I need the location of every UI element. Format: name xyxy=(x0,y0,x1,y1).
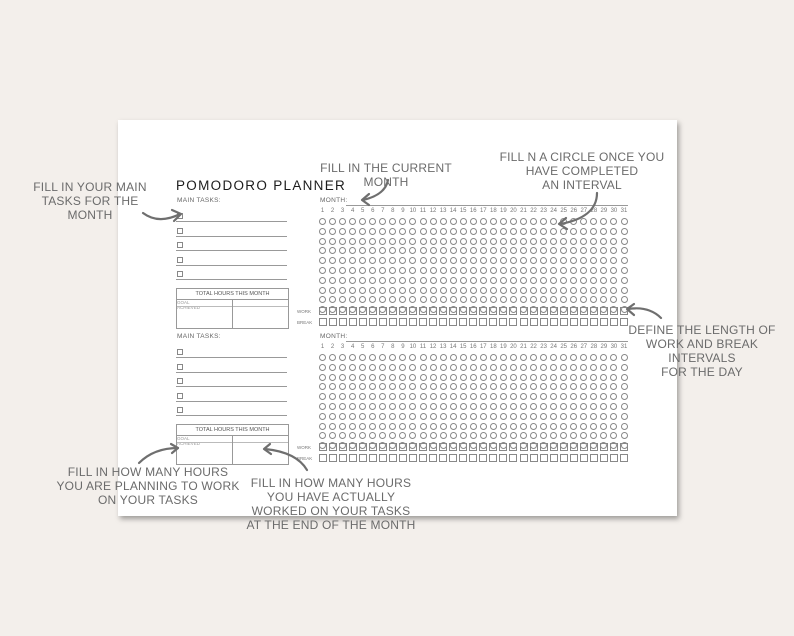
annotation-circle: FILL N A CIRCLE ONCE YOU HAVE COMPLETED AN INTERVAL xyxy=(499,150,665,192)
day-number: 20 xyxy=(510,344,517,350)
day-number: 3 xyxy=(340,344,345,350)
day-number: 4 xyxy=(350,208,355,214)
day-number: 15 xyxy=(459,344,467,350)
day-number: 8 xyxy=(391,208,395,214)
day-number: 1 xyxy=(320,344,325,350)
day-number: 25 xyxy=(560,344,568,350)
day-number: 31 xyxy=(620,208,628,214)
day-number: 7 xyxy=(381,208,385,214)
break-label: BREAK xyxy=(297,320,313,325)
achieved-label: ACHIEVED xyxy=(177,441,201,446)
day-number: 21 xyxy=(520,344,527,350)
total-hours-title: TOTAL HOURS THIS MONTH xyxy=(177,289,288,300)
day-number: 14 xyxy=(449,208,457,214)
day-number: 11 xyxy=(419,208,427,214)
day-number: 2 xyxy=(330,208,335,214)
annotation-current-month: FILL IN THE CURRENT MONTH xyxy=(320,161,452,189)
day-number: 22 xyxy=(530,208,537,214)
work-label: WORK xyxy=(297,445,311,450)
day-number: 31 xyxy=(620,344,628,350)
day-number: 19 xyxy=(500,208,507,214)
annotation-worked-hours: FILL IN HOW MANY HOURS YOU HAVE ACTUALLY WORKED ON YOUR TASKS AT THE END OF THE MONTH xyxy=(246,476,416,532)
day-number: 5 xyxy=(361,208,365,214)
work-label: WORK xyxy=(297,309,311,314)
day-number: 19 xyxy=(500,344,507,350)
arrow-main-tasks-icon xyxy=(143,213,180,219)
day-number: 24 xyxy=(550,344,557,350)
day-number: 16 xyxy=(469,344,477,350)
goal-label: GOAL xyxy=(177,300,190,305)
main-tasks-label: MAIN TASKS: xyxy=(177,197,221,204)
day-number: 10 xyxy=(409,344,417,350)
day-number: 2 xyxy=(330,344,335,350)
day-number: 12 xyxy=(429,208,437,214)
total-hours-title: TOTAL HOURS THIS MONTH xyxy=(177,425,288,436)
day-number: 15 xyxy=(459,208,467,214)
day-number: 17 xyxy=(479,344,487,350)
day-number: 20 xyxy=(510,208,517,214)
day-number: 23 xyxy=(540,208,547,214)
day-number: 13 xyxy=(439,208,447,214)
day-number: 10 xyxy=(409,208,417,214)
break-label: BREAK xyxy=(297,456,313,461)
annotation-main-tasks: FILL IN YOUR MAIN TASKS FOR THE MONTH xyxy=(33,180,147,222)
annotation-planned-hours: FILL IN HOW MANY HOURS YOU ARE PLANNING TO WORK ON YOUR TASKS xyxy=(56,465,240,507)
day-number: 21 xyxy=(520,208,527,214)
day-number: 29 xyxy=(600,344,608,350)
day-number: 16 xyxy=(469,208,477,214)
day-number: 17 xyxy=(479,208,487,214)
day-number: 18 xyxy=(490,344,497,350)
day-number: 8 xyxy=(391,344,395,350)
achieved-label: ACHIEVED xyxy=(177,305,201,310)
day-number: 26 xyxy=(570,208,578,214)
day-number: 30 xyxy=(610,208,618,214)
day-number: 9 xyxy=(401,344,405,350)
month-label: MONTH: xyxy=(320,197,348,204)
day-number: 28 xyxy=(590,344,598,350)
month-label: MONTH: xyxy=(320,333,348,340)
day-number: 30 xyxy=(610,344,618,350)
goal-label: GOAL xyxy=(177,436,190,441)
arrow-planned-hours-icon xyxy=(139,448,178,463)
day-number: 9 xyxy=(401,208,405,214)
day-number: 24 xyxy=(550,208,557,214)
day-number: 7 xyxy=(381,344,385,350)
day-number: 29 xyxy=(600,208,608,214)
day-number: 14 xyxy=(449,344,457,350)
day-number: 27 xyxy=(580,208,588,214)
day-number: 28 xyxy=(590,208,598,214)
annotation-intervals: DEFINE THE LENGTH OF WORK AND BREAK INTERVALS FOR THE DAY xyxy=(628,323,776,379)
arrow-worked-hours-icon xyxy=(265,449,307,470)
day-number: 22 xyxy=(530,344,537,350)
day-number: 12 xyxy=(429,344,437,350)
day-number: 5 xyxy=(361,344,365,350)
day-number: 1 xyxy=(320,208,325,214)
day-number: 11 xyxy=(419,344,427,350)
day-number: 6 xyxy=(371,344,375,350)
day-number: 13 xyxy=(439,344,447,350)
day-number: 23 xyxy=(540,344,547,350)
planner-title: POMODORO PLANNER xyxy=(176,178,347,193)
day-number: 26 xyxy=(570,344,578,350)
day-number: 3 xyxy=(340,208,345,214)
day-number: 4 xyxy=(350,344,355,350)
day-number: 27 xyxy=(580,344,588,350)
day-number: 6 xyxy=(371,208,375,214)
day-number: 25 xyxy=(560,208,568,214)
main-tasks-label: MAIN TASKS: xyxy=(177,333,221,340)
day-number: 18 xyxy=(490,208,497,214)
